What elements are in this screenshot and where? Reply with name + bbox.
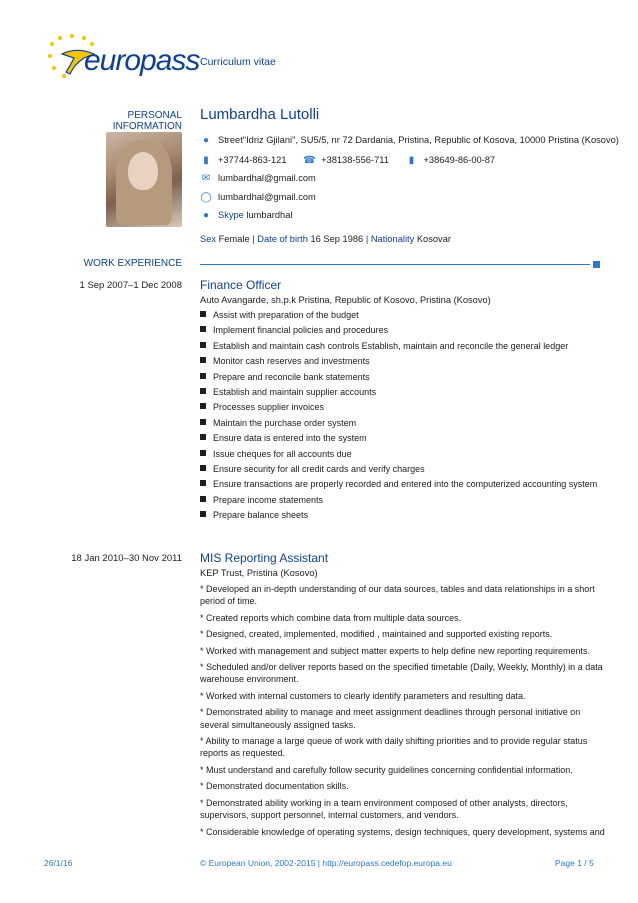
photo-face xyxy=(128,152,158,190)
phone-1: +37744-863-121 xyxy=(218,155,287,165)
job-dates: 18 Jan 2010–30 Nov 2011 xyxy=(71,553,182,564)
bullet-square-icon xyxy=(200,373,206,379)
job-organization: KEP Trust, Pristina (Kosovo) xyxy=(200,568,318,578)
list-item xyxy=(200,508,610,523)
section-divider-marker xyxy=(593,261,600,268)
sex-label: Sex xyxy=(200,234,217,244)
address-text: Street"Idriz Gjilani", SU5/5, nr 72 Dardania, Pristina, Republic of Kosova, 10000 Pristina (Kosovo) xyxy=(218,135,619,145)
envelope-icon: ✉ xyxy=(201,173,211,184)
bullet-square-icon xyxy=(200,419,206,425)
list-item-text: Ensure data is entered into the system xyxy=(213,433,367,444)
list-item-text: Processes supplier invoices xyxy=(213,402,325,413)
list-item-text: Establish and maintain supplier accounts xyxy=(213,386,377,397)
list-item-text: Implement financial policies and procedures xyxy=(213,325,389,336)
dob-value: 16 Sep 1986 xyxy=(310,234,364,244)
list-item xyxy=(200,493,610,508)
list-item xyxy=(200,400,610,415)
description-paragraph: * Ability to manage a large queue of work with daily shifting priorities and to provide regular status reports as requested. xyxy=(200,736,588,759)
phone-2: +38138-556-711 xyxy=(321,155,389,165)
bullet-square-icon xyxy=(200,311,206,317)
list-item-text: Prepare balance sheets xyxy=(213,510,309,521)
document-title: Curriculum vitae xyxy=(200,56,276,68)
address-row xyxy=(200,135,619,146)
list-item-text: Issue cheques for all accounts due xyxy=(213,448,352,459)
list-item-text: Prepare and reconcile bank statements xyxy=(213,371,370,382)
europass-logo xyxy=(44,34,200,84)
list-item xyxy=(200,308,610,323)
website-text[interactable]: lumbardhal@gmail.com xyxy=(218,192,316,202)
skype-row xyxy=(200,210,292,221)
bullet-square-icon xyxy=(200,511,206,517)
bullet-square-icon xyxy=(200,403,206,409)
description-paragraph: * Designed, created, implemented, modified , maintained and supported existing reports. xyxy=(200,629,553,640)
description-paragraph: * Worked with internal customers to clearly identify parameters and resulting data. xyxy=(200,690,526,701)
description-paragraph: * Must understand and carefully follow security guidelines concerning confidential information. xyxy=(200,764,573,775)
telephone-icon: ☎ xyxy=(303,155,316,166)
list-item-text: Prepare income statements xyxy=(213,494,324,505)
job-duties-list xyxy=(200,308,610,523)
job-description xyxy=(200,583,610,842)
list-item-text: Ensure transactions are properly recorded and entered into the computerized accounting system xyxy=(213,479,598,490)
list-item xyxy=(200,370,610,385)
section-label-work-experience: WORK EXPERIENCE xyxy=(83,258,182,269)
description-paragraph: * Created reports which combine data from multiple data sources. xyxy=(200,612,462,623)
nationality-value: Kosovar xyxy=(416,234,451,244)
bullet-square-icon xyxy=(200,450,206,456)
bullet-square-icon xyxy=(200,388,206,394)
description-paragraph: * Scheduled and/or deliver reports based on the specified timetable (Daily, Weekly, Monthly) in a data warehouse environment. xyxy=(200,662,603,685)
sex-value: Female xyxy=(218,234,250,244)
list-item-text: Assist with preparation of the budget xyxy=(213,310,359,320)
section-divider xyxy=(200,264,590,265)
description-paragraph: * Demonstrated ability to manage and meet assignment deadlines through personal initiative on several simultaneously assigned tasks. xyxy=(200,707,581,730)
bullet-square-icon xyxy=(200,434,206,440)
bullet-square-icon xyxy=(200,326,206,332)
list-item xyxy=(200,354,610,369)
skype-label: Skype xyxy=(218,210,244,220)
description-paragraph: * Demonstrated documentation skills. xyxy=(200,781,349,792)
list-item-text: Establish and maintain cash controls Establish, maintain and reconcile the general ledger xyxy=(213,340,569,351)
description-paragraph: * Considerable knowledge of operating systems, design techniques, query development, systems and xyxy=(200,826,605,837)
description-paragraph: * Developed an in-depth understanding of our data sources, tables and data relationships in a short period of time. xyxy=(200,584,595,607)
location-pin-icon: ● xyxy=(202,135,210,146)
footer-date: 26/1/16 xyxy=(44,858,73,868)
list-item xyxy=(200,462,610,477)
description-paragraph: * Worked with management and subject matter experts to help define new reporting requirements. xyxy=(200,645,591,656)
footer-copyright[interactable]: © European Union, 2002-2015 | http://europass.cedefop.europa.eu xyxy=(200,858,452,868)
bullet-square-icon xyxy=(200,496,206,502)
phone-row xyxy=(200,155,495,166)
list-item xyxy=(200,477,610,492)
list-item xyxy=(200,339,610,354)
phone-3: +38649-86-00-87 xyxy=(423,155,496,165)
personal-details-row xyxy=(200,234,451,244)
list-item xyxy=(200,385,610,400)
job-dates: 1 Sep 2007–1 Dec 2008 xyxy=(79,280,182,291)
skype-id: lumbardhal xyxy=(246,210,293,220)
list-item-text: Maintain the purchase order system xyxy=(213,417,357,428)
separator: | xyxy=(365,234,369,244)
list-item xyxy=(200,447,610,462)
description-paragraph: * Demonstrated ability working in a team environment composed of other analysts, directors, supervisors, support personnel, internal customers, and vendors. xyxy=(200,797,568,821)
bullet-square-icon xyxy=(200,480,206,486)
dob-label: Date of birth xyxy=(257,234,308,244)
globe-icon: ◯ xyxy=(200,192,212,203)
separator: | xyxy=(252,234,255,244)
logo-text: europass xyxy=(84,44,200,77)
bullet-square-icon xyxy=(200,465,206,471)
list-item-text: Ensure security for all credit cards and verify charges xyxy=(213,463,425,474)
job-title: MIS Reporting Assistant xyxy=(200,551,329,565)
list-item xyxy=(200,416,610,431)
job-organization: Auto Avangarde, sh.p.k Pristina, Republic of Kosovo, Pristina (Kosovo) xyxy=(200,295,491,305)
bullet-square-icon xyxy=(200,357,206,363)
bullet-square-icon xyxy=(200,342,206,348)
email-row[interactable] xyxy=(200,173,316,184)
person-name: Lumbardha Lutolli xyxy=(200,106,320,123)
list-item-text: Monitor cash reserves and investments xyxy=(213,356,370,367)
website-row[interactable] xyxy=(200,192,316,203)
list-item xyxy=(200,323,610,338)
job-title: Finance Officer xyxy=(200,278,282,292)
chat-bubble-icon: ● xyxy=(202,210,210,221)
nationality-label: Nationality xyxy=(370,234,415,244)
footer-page-number: Page 1 / 5 xyxy=(555,858,594,868)
profile-photo xyxy=(106,132,182,227)
list-item xyxy=(200,431,610,446)
mobile-phone-icon: ▮ xyxy=(203,155,209,166)
section-label-personal-information: PERSONAL INFORMATION xyxy=(112,110,182,132)
email-text[interactable]: lumbardhal@gmail.com xyxy=(218,173,316,183)
mobile-phone-icon: ▮ xyxy=(408,155,415,166)
